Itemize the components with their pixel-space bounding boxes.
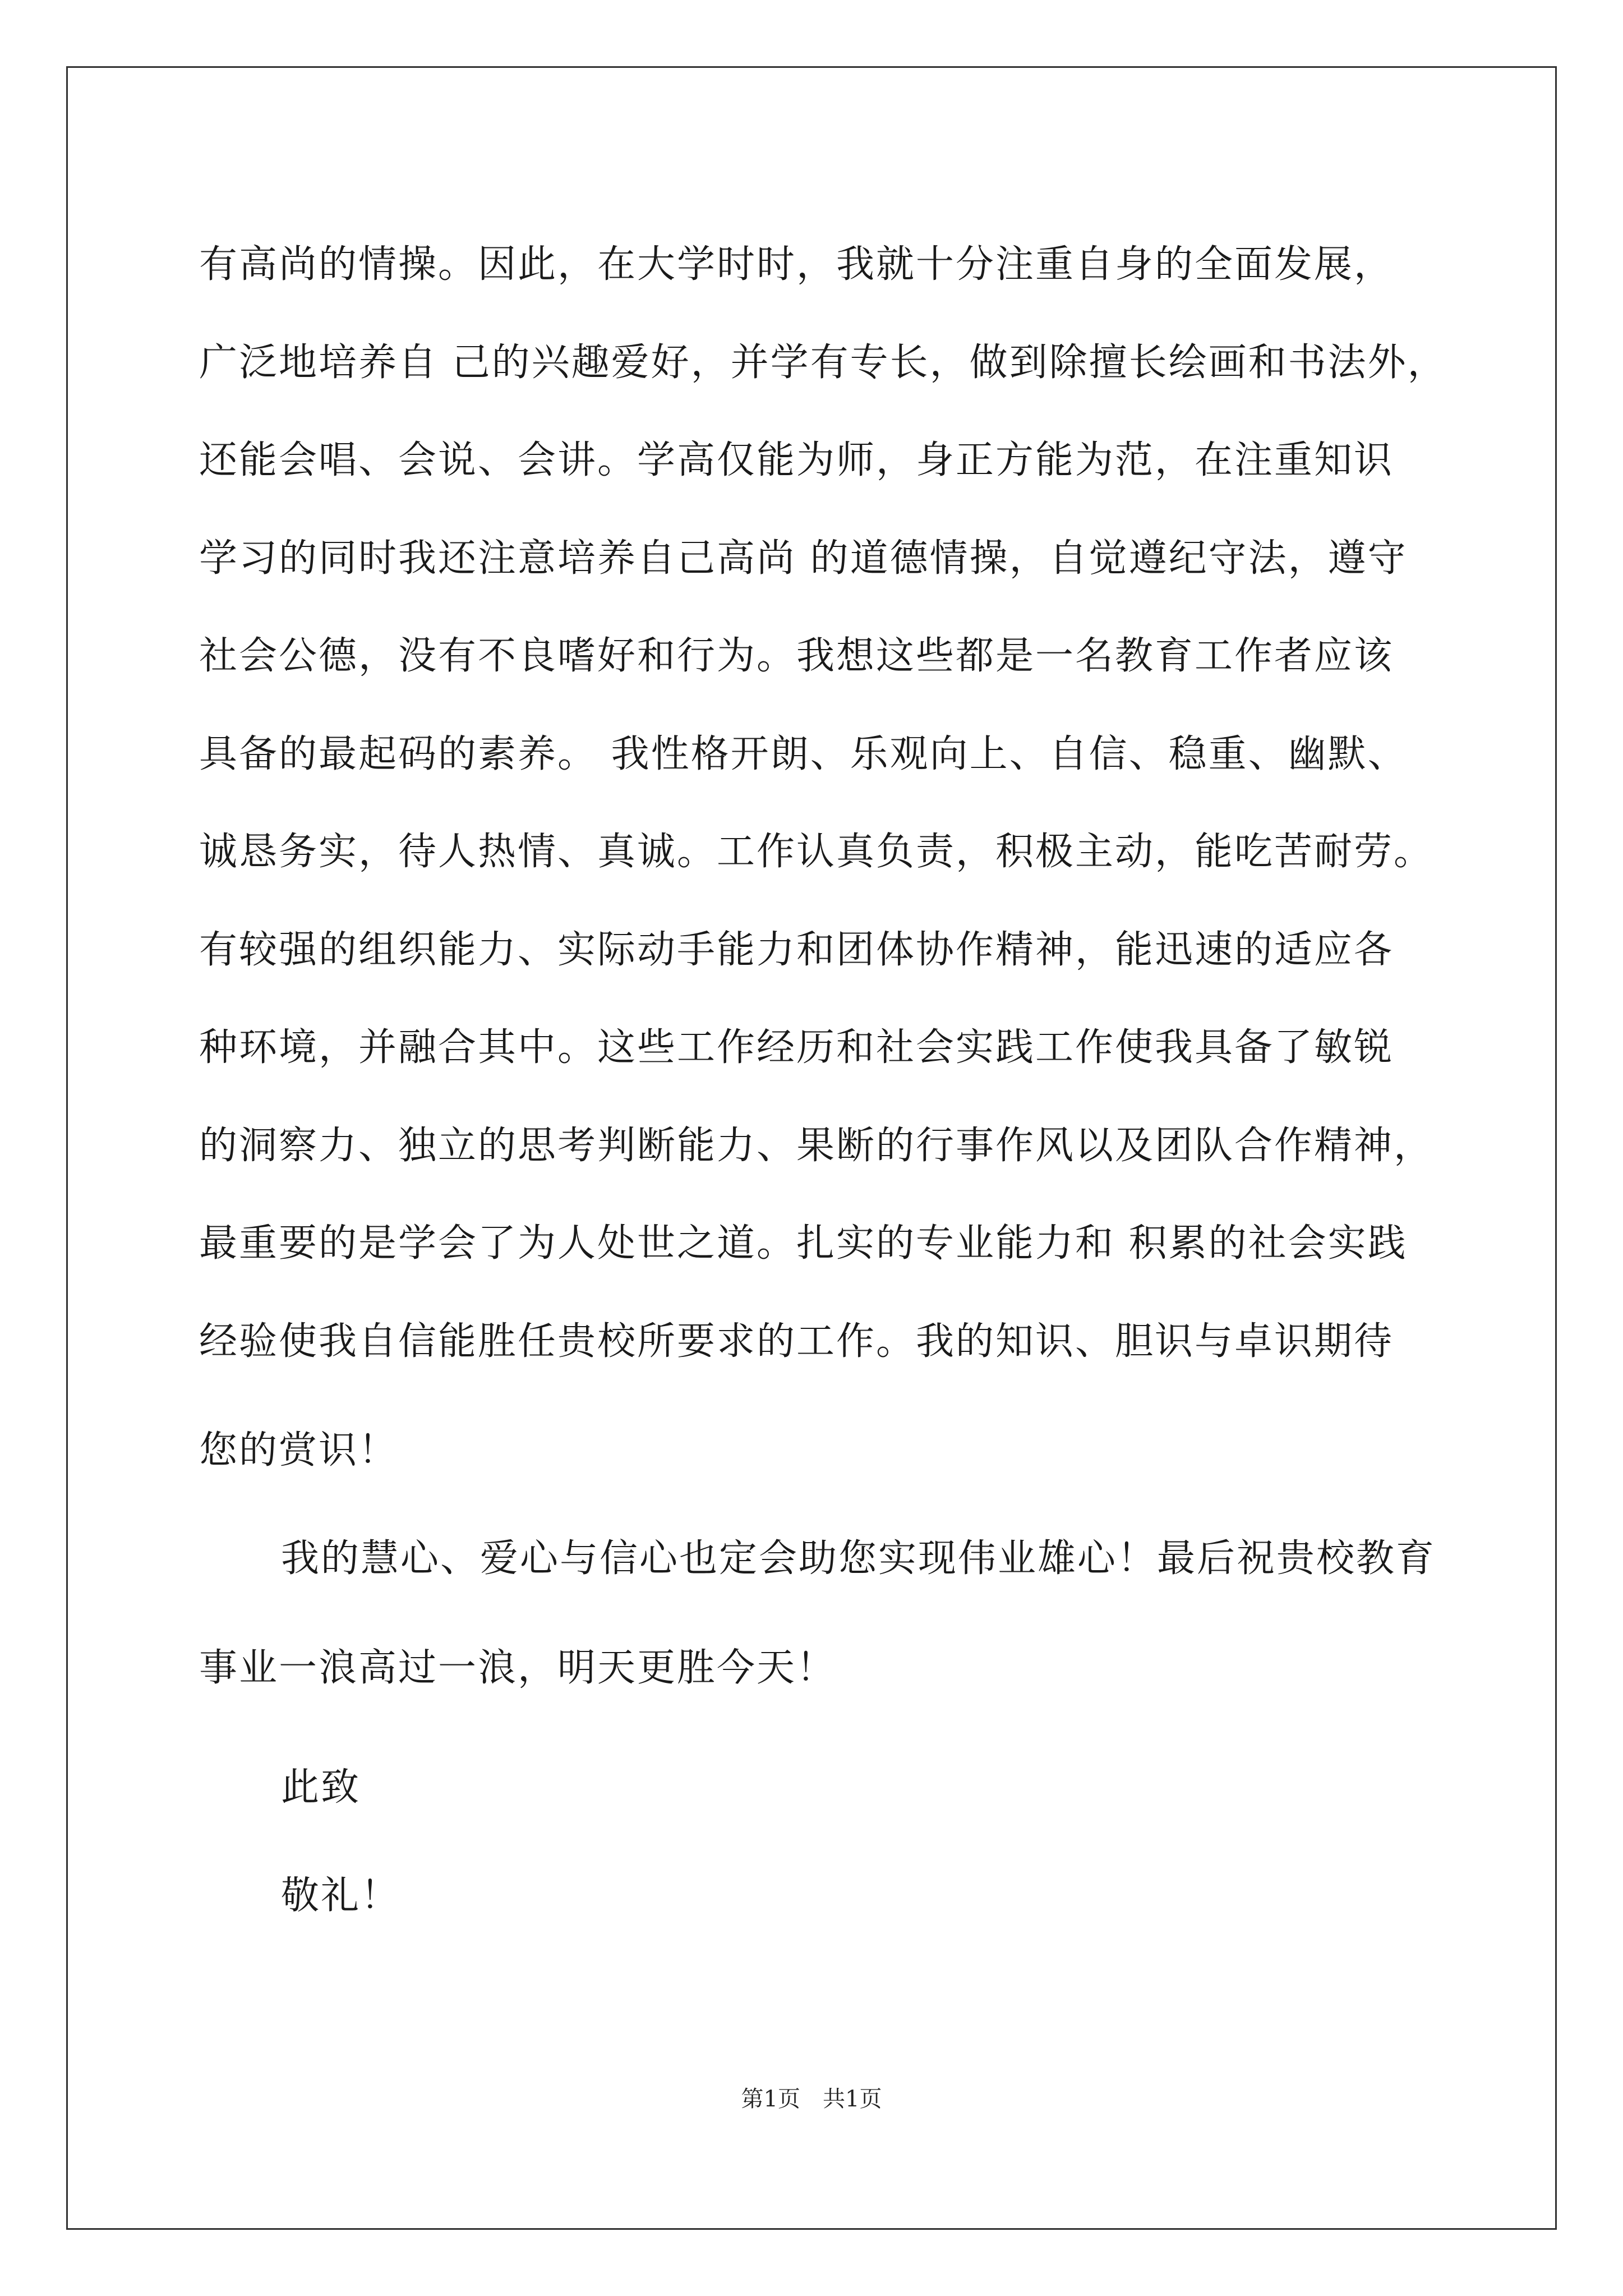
salutation: 此致 <box>281 1765 361 1810</box>
letter-body <box>199 216 1455 1945</box>
closing-paragraph-line: 事业一浪高过一浪，明天更胜今天！ <box>199 1645 837 1690</box>
body-line: 最重要的是学会了为人处世之道。扎实的专业能力和 积累的社会实践 <box>199 1221 1408 1266</box>
body-line: 您的赏识！ <box>199 1428 399 1473</box>
body-line: 种环境，并融合其中。这些工作经历和社会实践工作使我具备了敏锐 <box>199 1025 1394 1070</box>
closing-paragraph-line: 我的慧心、爱心与信心也定会助您实现伟业雄心！最后祝贵校教育 <box>281 1536 1436 1581</box>
body-line: 有较强的组织能力、实际动手能力和团体协作精神，能迅速的适应各 <box>199 927 1394 972</box>
body-line: 社会公德，没有不良嗜好和行为。我想这些都是一名教育工作者应该 <box>199 634 1394 678</box>
page-footer: 第1页 共1页 <box>741 2086 882 2112</box>
body-line: 学习的同时我还注意培养自己高尚 的道德情操，自觉遵纪守法，遵守 <box>199 536 1408 581</box>
body-line: 广泛地培养自 己的兴趣爱好，并学有专长，做到除擅长绘画和书法外， <box>199 340 1447 385</box>
body-line: 诚恳务实，待人热情、真诚。工作认真负责，积极主动，能吃苦耐劳。 <box>199 830 1434 874</box>
body-line: 还能会唱、会说、会讲。学高仅能为师，身正方能为范，在注重知识 <box>199 438 1394 482</box>
body-line: 具备的最起码的素养。 我性格开朗、乐观向上、自信、稳重、幽默、 <box>199 731 1408 776</box>
body-line: 经验使我自信能胜任贵校所要求的工作。我的知识、胆识与卓识期待 <box>199 1319 1394 1364</box>
body-line: 的洞察力、独立的思考判断能力、果断的行事作风以及团队合作精神， <box>199 1123 1434 1168</box>
regards: 敬礼！ <box>281 1873 401 1918</box>
body-line: 有高尚的情操。因此，在大学时时，我就十分注重自身的全面发展， <box>199 242 1394 287</box>
